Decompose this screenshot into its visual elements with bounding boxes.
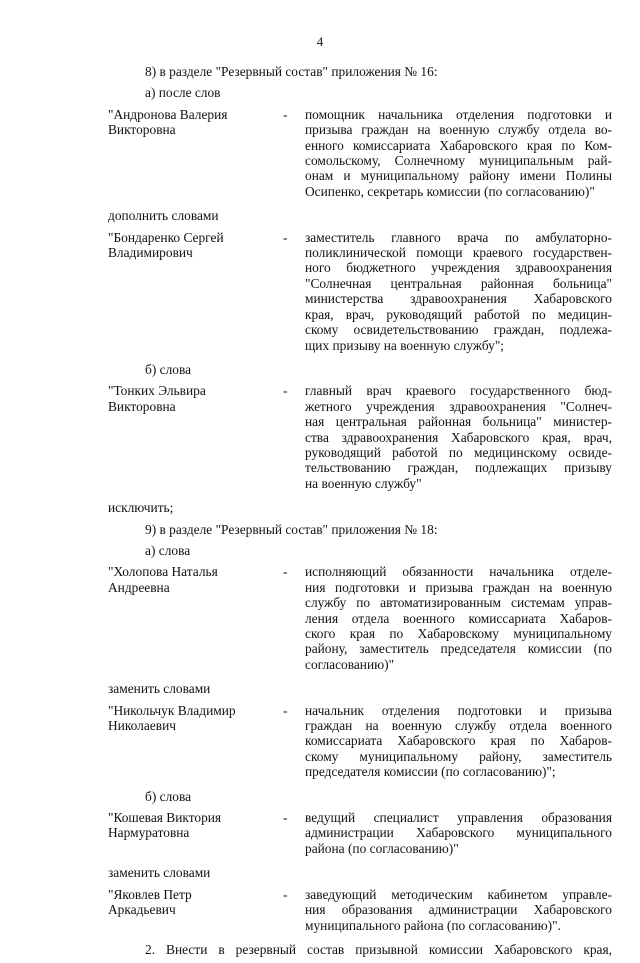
member-position-line: начальник отделения подготовки и призыва: [305, 702, 612, 718]
paragraph: 8) в разделе "Резервный состав" приложения № 16:: [145, 64, 438, 79]
member-name-line: Нармуратовна: [108, 825, 190, 841]
paragraph: заменить словами: [108, 681, 211, 697]
member-name-line: "Кошевая Виктория: [108, 810, 222, 826]
paragraph: 9) в разделе "Резервный состав" приложения № 18:: [145, 521, 438, 537]
member-position-line: исполняющий обязанности начальника отделе-: [305, 564, 612, 580]
member-name: [108, 230, 283, 353]
member-name-line: "Тонких Эльвира: [108, 383, 206, 399]
member-name-line: "Холопова Наталья: [108, 564, 218, 580]
member-position-line: помощник начальника отделения подготовки и: [305, 106, 612, 122]
member-position-line: ведущий специалист управления образования: [305, 810, 612, 826]
member-position: [305, 383, 612, 491]
member-name: [108, 887, 283, 933]
member-name: [108, 564, 283, 672]
member-name-line: "Яковлев Петр: [108, 886, 192, 902]
member-position-line: граждан на военную службу отдела военного: [305, 718, 612, 734]
paragraph: а) после слов: [145, 85, 221, 101]
member-position-line: щих призыву на военную службу";: [305, 337, 505, 353]
member-position-line: онам и муниципальному району имени Полины: [305, 168, 612, 184]
member-name-line: Викторовна: [108, 398, 176, 414]
member-position-line: ного бюджетного учреждения здравоохранения: [305, 260, 612, 276]
member-position-line: главный врач краевого государственного бюд-: [305, 383, 612, 399]
member-position-line: скому освидетельствованию граждан, подлежа-: [305, 322, 612, 338]
dash-separator: -: [283, 383, 288, 399]
dash-separator: -: [283, 702, 288, 718]
member-position: [305, 887, 612, 933]
member-position-line: енного комиссариата Хабаровского края по Ком-: [305, 137, 612, 153]
member-position-line: тельствованию граждан, подлежащих призыву: [305, 460, 612, 476]
paragraph: б) слова: [145, 361, 192, 377]
dash-separator: -: [283, 564, 288, 580]
member-position-line: согласованию)": [305, 656, 395, 672]
commission-member-entry: [108, 703, 612, 780]
member-position-line: ния образования администрации Хабаровского: [305, 902, 612, 918]
commission-member-entry: [108, 230, 612, 353]
dash-separator: -: [283, 810, 288, 826]
member-position-line: ского края по Хабаровскому муниципальному: [305, 626, 612, 641]
member-position-line: заместитель главного врача по амбулаторно-: [305, 229, 612, 245]
member-position-line: руководящий работой по медицинскому освиде-: [305, 444, 612, 460]
member-position-line: ства здравоохранения Хабаровского края, врач,: [305, 429, 612, 445]
member-position: [305, 564, 612, 672]
member-position-line: района (по согласованию)": [305, 840, 459, 856]
member-position-line: сомольскому, Солнечному муниципальным рай-: [305, 153, 612, 169]
member-position-line: призыва граждан на военную службу отдела во-: [305, 122, 612, 138]
paragraph: дополнить словами: [108, 208, 219, 224]
paragraph: исключить;: [108, 500, 174, 516]
member-position: [305, 230, 612, 353]
member-name-line: Викторовна: [108, 122, 176, 138]
paragraph: а) слова: [145, 542, 191, 558]
member-position: [305, 107, 612, 199]
member-position-line: ная центральная районная больница" министер-: [305, 414, 612, 430]
member-name-line: Андреевна: [108, 579, 170, 595]
member-position-line: службу по автоматизированным системам управ-: [305, 595, 612, 611]
member-position-line: ния подготовки и призыва граждан на военную: [305, 579, 612, 595]
member-position-line: скому муниципальному району, заместитель: [305, 748, 612, 764]
commission-member-entry: [108, 564, 612, 672]
member-position-line: "Солнечная центральная районная больница": [305, 275, 612, 291]
member-position-line: комиссариата Хабаровского края по Хабаров-: [305, 733, 612, 749]
member-position-line: края, врач, руководящий работой по медицин-: [305, 306, 612, 322]
commission-member-entry: [108, 383, 612, 491]
member-position-line: министерства здравоохранения Хабаровского: [305, 291, 612, 307]
commission-member-entry: [108, 107, 612, 199]
member-name: [108, 383, 283, 491]
member-position: [305, 810, 612, 856]
member-position-line: на военную службу": [305, 475, 422, 491]
member-position-line: жетного учреждения здравоохранения "Солнеч-: [305, 398, 612, 414]
member-position: [305, 703, 612, 780]
member-position-line: Осипенко, секретарь комиссии (по согласованию)": [305, 183, 595, 199]
document-body: [108, 64, 612, 963]
member-name: [108, 703, 283, 780]
member-position-line: заведующий методическим кабинетом управле-: [305, 886, 612, 902]
member-name: [108, 810, 283, 856]
member-name-line: "Никольчук Владимир: [108, 702, 236, 718]
member-name-line: Аркадьевич: [108, 902, 176, 918]
member-position-line: председателя комиссии (по согласованию)";: [305, 764, 556, 780]
member-name-line: "Андронова Валерия: [108, 106, 228, 122]
member-name-line: Владимирович: [108, 245, 193, 261]
dash-separator: -: [283, 886, 288, 902]
member-name: [108, 107, 283, 199]
member-position-line: муниципального района (по согласованию)".: [305, 917, 561, 933]
member-position-line: району, заместитель председателя комиссии (по: [305, 641, 612, 657]
dash-separator: -: [283, 106, 288, 122]
member-position-line: поликлинической помощи краевого государствен-: [305, 245, 612, 261]
member-name-line: "Бондаренко Сергей: [108, 229, 224, 245]
member-position-line: администрации Хабаровского муниципального: [305, 825, 612, 841]
page-number: 4: [316, 34, 324, 49]
paragraph: б) слова: [145, 788, 192, 804]
paragraph: заменить словами: [108, 865, 211, 881]
paragraph: 2. Внести в резервный состав призывной комиссии Хабаровского края,: [145, 941, 612, 957]
commission-member-entry: [108, 887, 612, 933]
member-name-line: Николаевич: [108, 718, 176, 734]
commission-member-entry: [108, 810, 612, 856]
dash-separator: -: [283, 229, 288, 245]
member-position-line: ления отдела военного комиссариата Хабаров-: [305, 610, 612, 626]
